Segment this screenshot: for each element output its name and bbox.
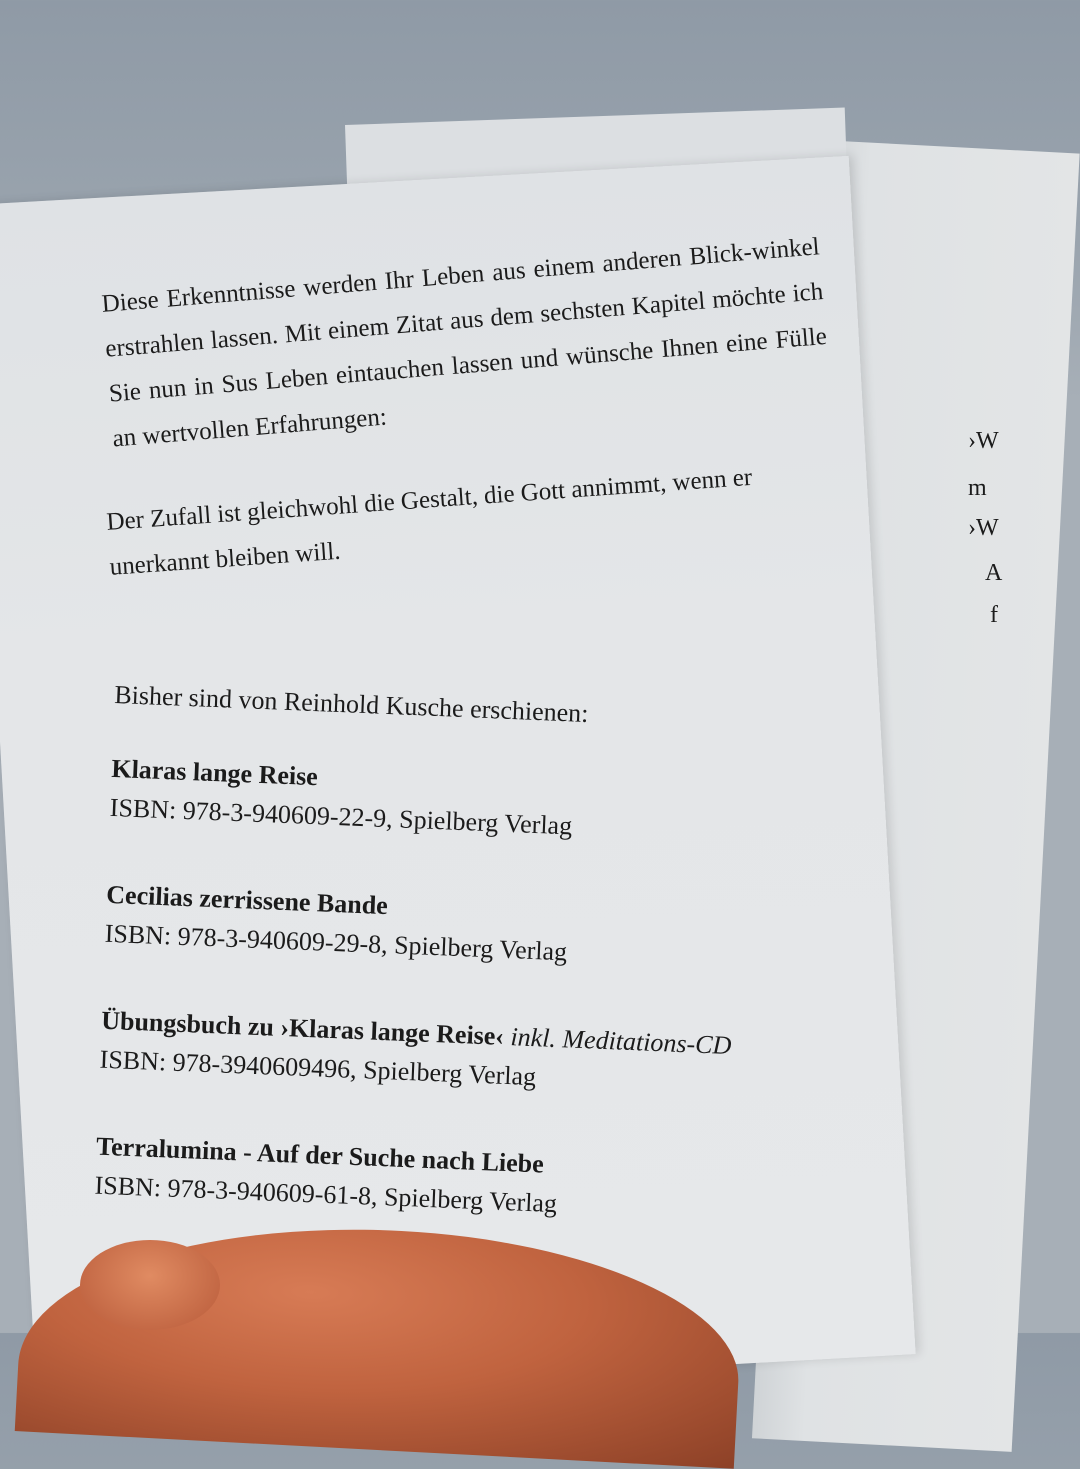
book-title: Klaras lange Reise (110, 753, 319, 792)
book-isbn: ISBN: 978-3940609496, Spielberg Verlag (99, 1044, 537, 1092)
book-isbn: ISBN: 978-3-940609-29-8, Spielberg Verlag (104, 918, 568, 967)
right-page-fragment: m (968, 475, 987, 501)
book-isbn: ISBN: 978-3-940609-61-8, Spielberg Verlag (94, 1170, 558, 1219)
right-page-fragment: ›W (968, 428, 999, 454)
book-title: Übungsbuch zu ›Klaras lange Reise‹ (100, 1005, 505, 1051)
book-entry (109, 750, 832, 857)
book-entry (104, 876, 827, 983)
book-title: Terralumina - Auf der Suche nach Liebe (95, 1131, 545, 1179)
right-page-fragment: A (985, 560, 1003, 586)
book-entry (94, 1128, 817, 1235)
book-isbn: ISBN: 978-3-940609-22-9, Spielberg Verlag (109, 792, 573, 841)
right-page-fragment: f (990, 602, 998, 628)
bibliography-heading: Bisher sind von Reinhold Kusche erschienen: (113, 680, 590, 729)
right-page-fragment: ›W (968, 515, 999, 541)
book-extra: inkl. Meditations-CD (503, 1021, 732, 1061)
quote-paragraph: Der Zufall ist gleichwohl die Gestalt, die Gott annimmt, wenn er unerkannt bleiben will. (105, 463, 753, 581)
bibliography (92, 680, 834, 1282)
thumb-tip (80, 1240, 220, 1330)
book-entry (99, 1002, 822, 1109)
intro-paragraph: Diese Erkenntnisse werden Ihr Leben aus einem anderen Blick-winkel erstrahlen lassen. Mit einem Zitat aus dem sechsten Kapitel möchte ich Sie nun in Sus Leben eintauchen lassen und wünsche Ihnen eine Fülle an wertvollen Erfahrungen: (100, 233, 828, 453)
book-title: Cecilias zerrissene Bande (105, 879, 389, 921)
